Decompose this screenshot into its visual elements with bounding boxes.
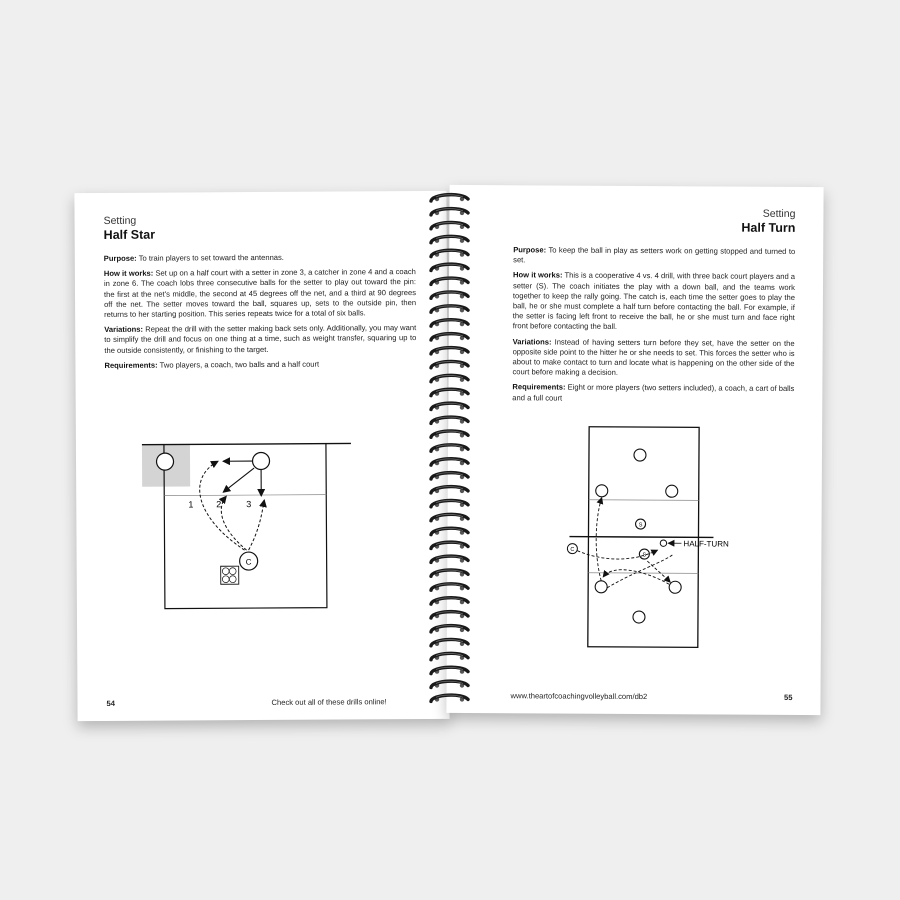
variations-paragraph xyxy=(512,337,794,380)
half-turn-label: HALF-TURN xyxy=(683,539,729,549)
player-bottom-left xyxy=(595,581,607,593)
ball-number-2: 2 xyxy=(216,499,222,510)
catcher-player xyxy=(156,453,173,470)
setter-bottom-label: S xyxy=(642,552,647,559)
page-number: 55 xyxy=(784,692,793,702)
how-text: Set up on a half court with a setter in zone 3, a catcher in zone 4 and a coach in zone 6. The coach lobs three consecutive balls for the setter to play out toward the pin: the first at the net's middle, the second at 45 degrees off the net, and a third at 90 degrees off the net. The setter moves toward the ball, squares up, sets to the outside pin, then returns to her starting position. This series repeats twice for a total of six balls. xyxy=(103,267,417,319)
how-paragraph xyxy=(104,267,416,320)
purpose-text: To keep the ball in play as setters work on getting stopped and turned to set. xyxy=(513,245,796,265)
ball-number-1: 1 xyxy=(188,499,194,510)
variations-paragraph xyxy=(104,323,416,356)
section-label: Setting xyxy=(762,207,796,220)
purpose-label: Purpose: xyxy=(513,245,547,255)
variations-label: Variations: xyxy=(104,324,144,335)
page-number: 54 xyxy=(106,698,115,708)
requirements-label: Requirements: xyxy=(104,360,158,370)
purpose-paragraph xyxy=(513,245,795,267)
ball-number-3: 3 xyxy=(246,499,252,510)
how-label: How it works: xyxy=(103,268,154,279)
section-label: Setting xyxy=(103,214,137,227)
setter-path-2 xyxy=(223,468,254,492)
player-top-left xyxy=(596,485,608,497)
how-text: This is a cooperative 4 vs. 4 drill, with three back court players and a setter (S). The coach initiates the play with a down ball, and the teams work together to keep the rally going. The catch is, each time the setter goes to play the ball, he or she must complete a half turn before contacting the ball. For example, if the setter is facing left front to receive the ball, he or she must turn and face right front before contacting the ball. xyxy=(512,270,796,332)
drill-description xyxy=(104,252,417,376)
drill-title: Half Turn xyxy=(741,220,796,235)
variations-label: Variations: xyxy=(512,336,552,347)
purpose-label: Purpose: xyxy=(103,253,137,263)
variations-text: Repeat the drill with the setter making back sets only. Additionally, you may want to simplify the drill and focus on one thing at a time, such as weight transfer, squaring up to the outside consistently, or finishing to the target. xyxy=(104,323,417,355)
right-page xyxy=(446,185,823,715)
ball-path-1 xyxy=(200,461,245,550)
player-bottom-right xyxy=(669,581,681,593)
purpose-text: To train players to set toward the antennas. xyxy=(138,252,284,263)
requirements-text: Eight or more players (two setters included), a coach, a cart of balls and a full court xyxy=(512,383,795,403)
purpose-paragraph xyxy=(104,252,416,264)
drill-title: Half Star xyxy=(103,227,156,242)
requirements-paragraph xyxy=(104,359,416,371)
coach-label: C xyxy=(245,557,252,567)
footer-text: Check out all of these drills online! xyxy=(271,697,387,707)
setter-top-label: S xyxy=(638,522,643,529)
player-top-back xyxy=(634,449,646,461)
requirements-text: Two players, a coach, two balls and a half court xyxy=(159,359,320,370)
net-line xyxy=(142,443,351,444)
player-top-right xyxy=(666,485,678,497)
half-turn-court-diagram xyxy=(563,422,754,651)
how-paragraph xyxy=(513,271,795,334)
setter-player xyxy=(252,452,269,469)
coach-label: C xyxy=(570,546,575,553)
half-star-court-diagram xyxy=(136,437,357,618)
ball-at-net xyxy=(660,540,666,546)
player-bottom-back xyxy=(633,611,645,623)
left-page xyxy=(74,191,449,721)
requirements-paragraph xyxy=(512,383,794,405)
requirements-label: Requirements: xyxy=(512,382,566,393)
how-label: How it works: xyxy=(513,270,563,280)
drill-description xyxy=(512,245,795,410)
net-line xyxy=(569,537,713,538)
attack-line xyxy=(164,495,326,496)
footer-url: www.theartofcoachingvolleyball.com/db2 xyxy=(510,691,648,702)
ball-path-2 xyxy=(221,496,246,550)
variations-text: Instead of having setters turn before they set, have the setter on the opposite side point to the hitter he or she needs to set. This forces the setter who is about to make contact to turn and locate what is happening on the other side of the court before making a decision. xyxy=(512,337,795,378)
